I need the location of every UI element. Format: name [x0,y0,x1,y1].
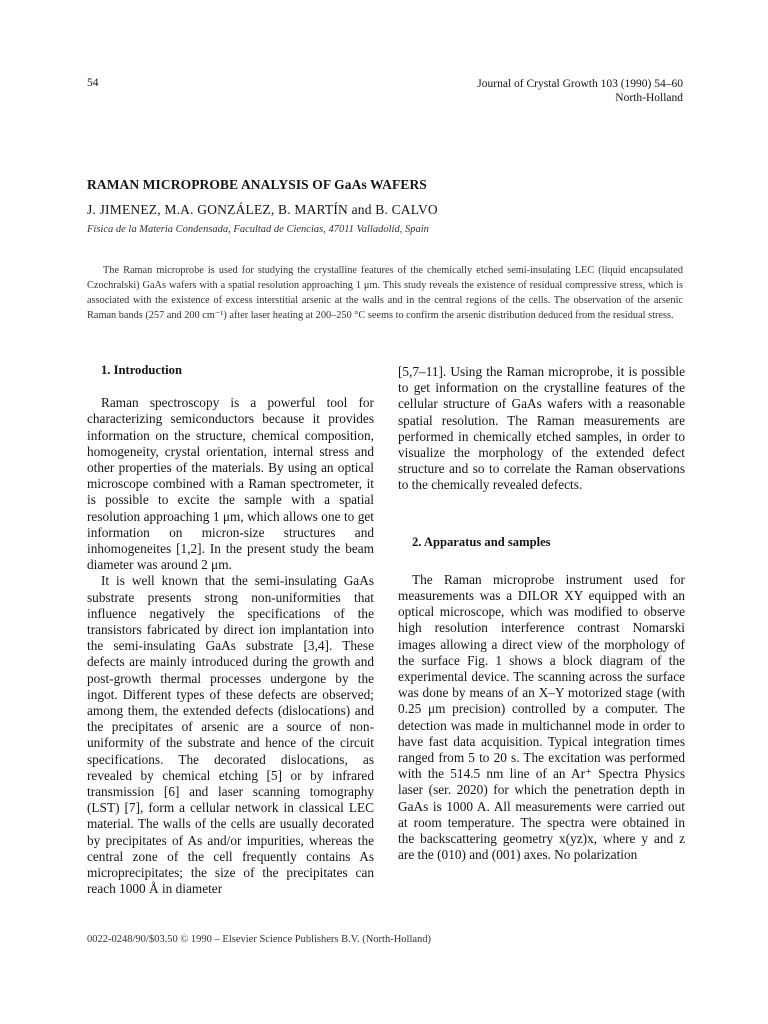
publisher-name: North-Holland [615,92,683,104]
page-number: 54 [87,77,99,89]
right-column [398,364,685,863]
intro-paragraph-continued: [5,7–11]. Using the Raman microprobe, it is possible to get information on the crystalline features of the cellular structure of GaAs wafers with a reasonable spatial resolution. The Raman measurements are performed in chemically etched samples, in order to visualize the morphology of the extended defect structure and so to correlate the Raman observations to the chemically revealed defects. [398,364,685,493]
journal-reference [470,77,683,105]
section-heading-apparatus: 2. Apparatus and samples [412,534,551,549]
author-affiliation: Física de la Materia Condensada, Facultad de Ciencias, 47011 Valladolid, Spain [87,224,429,235]
left-column [87,362,374,898]
copyright-footer: 0022-0248/90/$03.50 © 1990 – Elsevier Science Publishers B.V. (North-Holland) [87,934,432,945]
article-authors: J. JIMENEZ, M.A. GONZÁLEZ, B. MARTÍN and B. CALVO [87,202,438,217]
article-title: RAMAN MICROPROBE ANALYSIS OF GaAs WAFERS [87,177,427,192]
intro-paragraph-2: It is well known that the semi-insulating GaAs substrate presents strong non-uniformities that influence negatively the specifications of the transistors fabricated by direct ion implantation into the semi-insulating GaAs substrate [3,4]. These defects are mainly introduced during the growth and post-growth thermal processes undergone by the ingot. Different types of these defects are observed; among them, the extended defects (dislocations) and the precipitates of arsenic are a source of non-uniformity of the substrate and hence of the circuit specifications. The decorated dislocations, as revealed by chemical etching [5] or by infrared transmission [6] and laser scanning tomography (LST) [7], form a cellular network in classical LEC material. The walls of the cells are usually decorated by precipitates of As and/or impurities, whereas the central zone of the cell frequently contains As microprecipitates; the size of the precipitates can reach 1000 Å in diameter [87,573,374,897]
abstract: The Raman microprobe is used for studying the crystalline features of the chemically etched semi-insulating LEC (liquid encapsulated Czochralski) GaAs wafers with a spatial resolution approaching 1 μm. This study reveals the existence of residual compressive stress, which is associated with the existence of excess interstitial arsenic at the walls and in the central regions of the cells. The observation of the arsenic Raman bands (257 and 200 cm⁻¹) after laser heating at 200–250 °C seems to confirm the arsenic distribution deduced from the residual stress. [87,265,683,321]
intro-paragraph-1: Raman spectroscopy is a powerful tool for characterizing semiconductors because it provides information on the structure, chemical composition, homogeneity, crystal orientation, internal stress and other properties of the materials. By using an optical microscope combined with a Raman spectrometer, it is possible to excite the sample with a spatial resolution approaching 1 μm, which allows one to get information on micron-size structures and inhomogeneites [1,2]. In the present study the beam diameter was around 2 μm. [87,395,374,573]
section-heading-introduction: 1. Introduction [101,363,182,377]
journal-citation: Journal of Crystal Growth 103 (1990) 54–60 [477,78,683,90]
apparatus-paragraph-1: The Raman microprobe instrument used for measurements was a DILOR XY equipped with an optical microscope, which was modified to observe high resolution interference contrast Nomarski images allowing a direct view of the morphology of the surface Fig. 1 shows a block diagram of the experimental device. The scanning across the surface was done by means of an X–Y motorized stage (with 0.25 μm precision) controlled by a computer. The detection was made in multichannel mode in order to have fast data acquisition. Typical integration times ranged from 5 to 20 s. The excitation was performed with the 514.5 nm line of an Ar⁺ Spectra Physics laser (ser. 2020) for which the penetration depth in GaAs is 1000 A. All measurements were carried out at room temperature. The spectra were obtained in the backscattering geometry x(yz)x, where y and z are the (010) and (001) axes. No polarization [398,571,685,863]
